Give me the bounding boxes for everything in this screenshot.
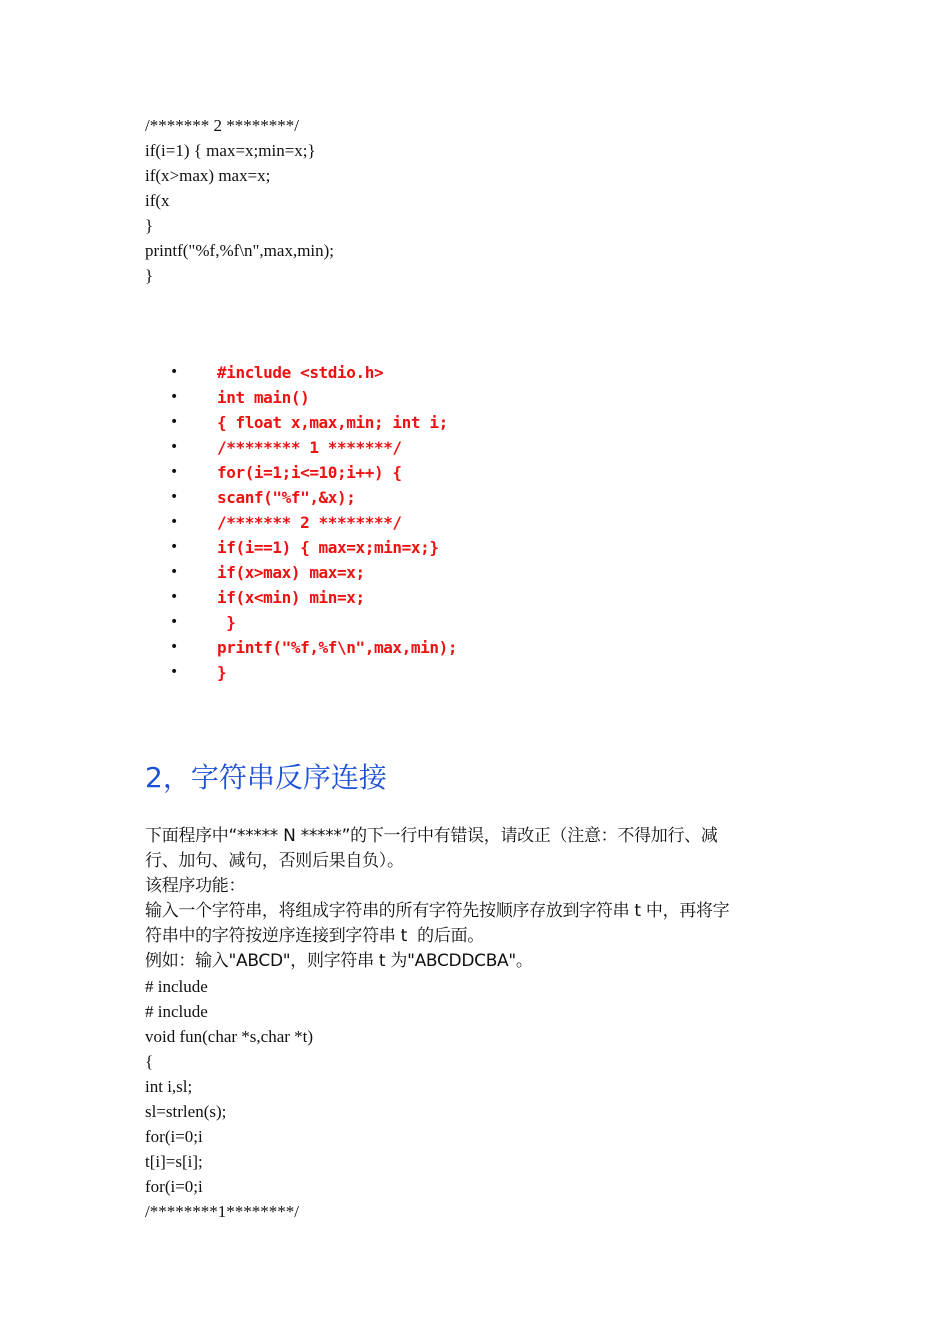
code-line: # include bbox=[145, 1002, 208, 1021]
code-line: for(i=0;i bbox=[145, 1177, 203, 1196]
code-line: } bbox=[217, 663, 227, 682]
bullet-icon: • bbox=[170, 614, 179, 630]
top-code-block bbox=[145, 113, 334, 288]
code-line: } bbox=[217, 613, 236, 632]
code-line: if(x bbox=[145, 191, 170, 210]
code-line: if(x<min) min=x; bbox=[217, 588, 365, 607]
code-line: if(x>max) max=x; bbox=[145, 166, 271, 185]
bullet-icon: • bbox=[170, 414, 179, 430]
problem-description bbox=[145, 824, 815, 1224]
bullet-icon: • bbox=[170, 389, 179, 405]
paragraph-line: 下面程序中“***** N *****”的下一行中有错误，请改正（注意：不得加行、减 bbox=[145, 826, 718, 846]
code-line: scanf("%f",&x); bbox=[217, 488, 356, 507]
code-line: /********1********/ bbox=[145, 1202, 299, 1221]
bullet-icon: • bbox=[170, 464, 179, 480]
code-line: t[i]=s[i]; bbox=[145, 1152, 203, 1171]
code-line: /******** 1 *******/ bbox=[217, 438, 402, 457]
code-line: printf("%f,%f\n",max,min); bbox=[145, 241, 335, 260]
code-line: { float x,max,min; int i; bbox=[217, 413, 448, 432]
bullet-icon: • bbox=[170, 439, 179, 455]
code-line: { bbox=[145, 1052, 154, 1071]
bullet-icon: • bbox=[170, 364, 179, 380]
code-line: } bbox=[145, 216, 154, 235]
code-line: } bbox=[145, 266, 154, 285]
paragraph-line: 该程序功能： bbox=[145, 876, 246, 896]
code-line: /******* 2 ********/ bbox=[145, 116, 299, 135]
code-line: for(i=0;i bbox=[145, 1127, 203, 1146]
code-line: if(x>max) max=x; bbox=[217, 563, 365, 582]
bullet-icon: • bbox=[170, 639, 179, 655]
code-line: int i,sl; bbox=[145, 1077, 193, 1096]
paragraph-line: 符串中的字符按逆序连接到字符串 t 的后面。 bbox=[145, 926, 484, 946]
paragraph-line: 行、加句、减句，否则后果自负）。 bbox=[145, 851, 404, 871]
code-line: /******* 2 ********/ bbox=[217, 513, 402, 532]
paragraph-line: 例如：输入"ABCD"，则字符串 t 为"ABCDDCBA"。 bbox=[145, 951, 533, 971]
code-line: #include <stdio.h> bbox=[217, 363, 384, 382]
bullet-icon: • bbox=[170, 564, 179, 580]
code-line: sl=strlen(s); bbox=[145, 1102, 227, 1121]
code-line: if(i=1) { max=x;min=x;} bbox=[145, 141, 316, 160]
section-heading: 2，字符串反序连接 bbox=[145, 761, 387, 794]
code-line: void fun(char *s,char *t) bbox=[145, 1027, 314, 1046]
code-line: for(i=1;i<=10;i++) { bbox=[217, 463, 402, 482]
code-line: # include bbox=[145, 977, 208, 996]
bullet-icon: • bbox=[170, 514, 179, 530]
bullet-icon: • bbox=[170, 589, 179, 605]
bullet-icon: • bbox=[170, 664, 179, 680]
code-line: if(i==1) { max=x;min=x;} bbox=[217, 538, 439, 557]
bullet-icon: • bbox=[170, 489, 179, 505]
code-line: int main() bbox=[217, 388, 310, 407]
paragraph-line: 输入一个字符串，将组成字符串的所有字符先按顺序存放到字符串 t 中，再将字 bbox=[145, 901, 730, 921]
bullet-icon: • bbox=[170, 539, 179, 555]
code-line: printf("%f,%f\n",max,min); bbox=[217, 638, 458, 657]
